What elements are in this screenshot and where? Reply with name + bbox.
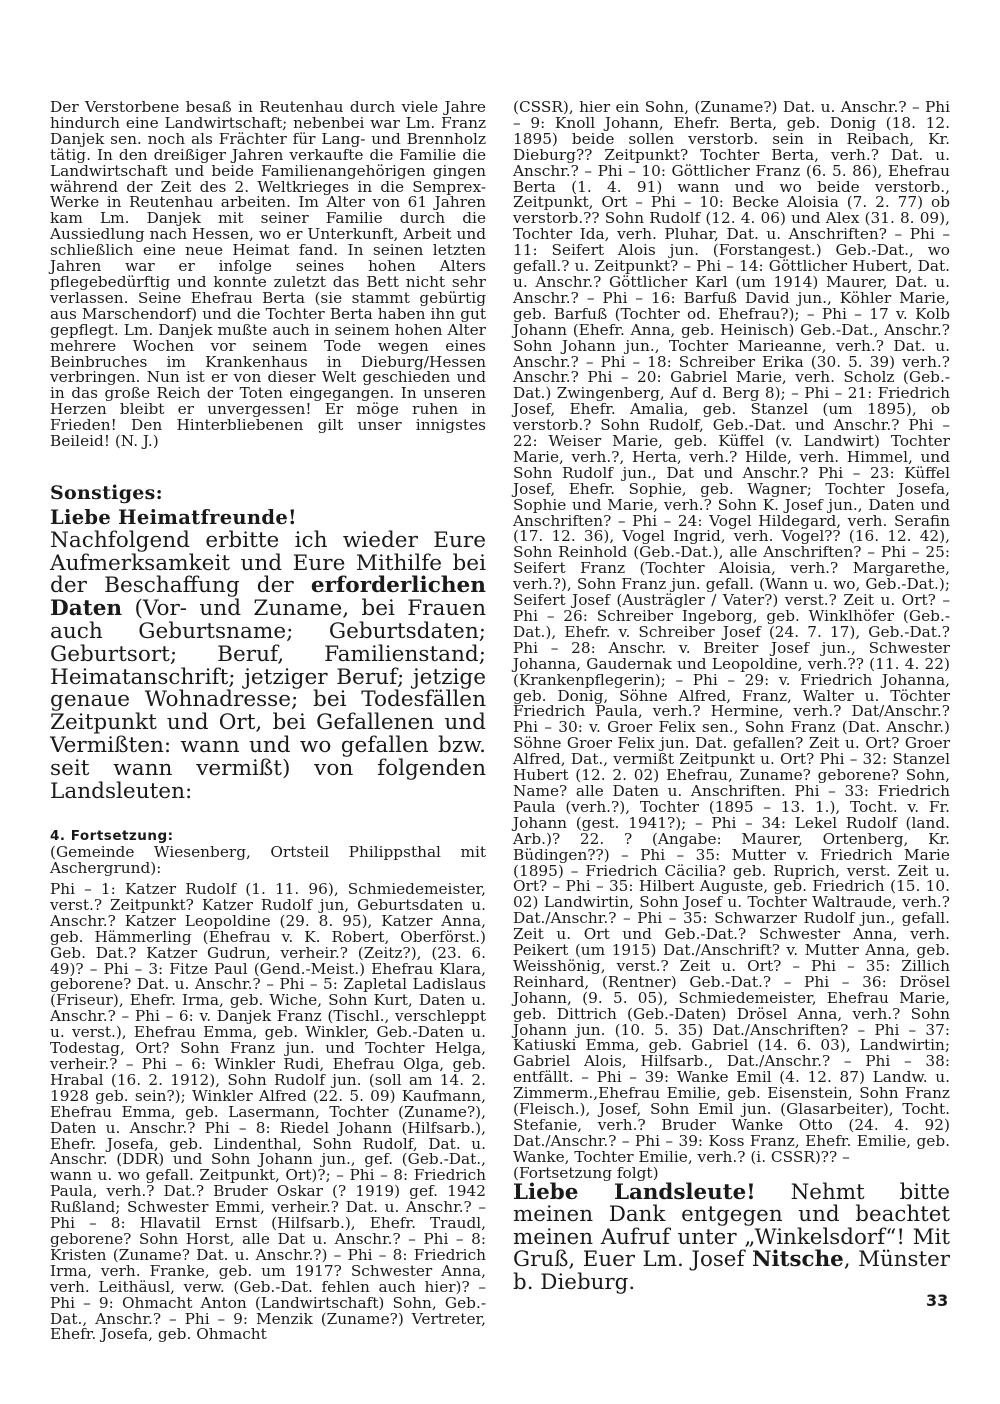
continued-note: (Fortsetzung folgt) [513,1163,659,1182]
obituary-text: Der Verstorbene besaß in Reutenhau durch viele Jahre hindurch eine Landwirtschaft; nebenbei war Lm. Franz Danjek sen. noch als Frächter für Lang- und Brennholz tätig. In den dreißiger Jahren verkaufte die Familie die Landwirtschaft und beide Familienangehörigen gingen während der Zeit des 2. Weltkrieges in die Semprex-Werke in Reutenhau arbeiten. Im Alter von 61 Jahren kam Lm. Danjek mit seiner Familie durch die Aussiedlung nach Hessen, wo er Unterkunft, Arbeit und schließlich eine neue Heimat fand. In seinen letzten Jahren war er infolge seines hohen Alters pflegebedürftig und konnte zuletzt das Bett nicht sehr verlassen. Seine Ehefrau Berta (sie stammt gebürtig aus Marschendorf) und die Tochter Berta haben ihn gut gepflegt. Lm. Danjek mußte auch in seinem hohen Alter mehrere Wochen vor seinem Tode wegen eines Beinbruches im Krankenhaus in Dieburg/Hessen verbringen. Nun ist er von dieser Welt geschieden und in das große Reich der Toten eingegangen. In unseren Herzen bleibt er unvergessen! Er möge ruhen in Frieden! Den Hinterbliebenen gilt unser innigstes Beileid! (N. J.) [50,98,486,451]
closing-paragraph [513,1179,950,1295]
greeting-heading: Liebe Heimatfreunde! [50,505,297,529]
person-list-left: Phi – 1: Katzer Rudolf (1. 11. 96), Schmiedemeister, verst.? Zeitpunkt? Katzer Rudolf jun, Geburtsdaten u. Anschr.? Katzer Leopoldine (29. 8. 95), Katzer Anna, geb. Hämmerling (Ehefrau v. K. Robert, Oberförst.) Geb. Dat.? Katzer Gudrun, verheir.? (Zeitz?), (23. 6. 49)? – Phi – 3: Fitze Paul (Gend.-Meist.) Ehefrau Klara, geborene? Dat. u. Anschr.? – Phi – 5: Zapletal Ladislaus (Friseur), Ehefr. Irma, geb. Wiche, Sohn Kurt, Daten u. Anschr.? – Phi – 6: v. Danjek Franz (Tischl., verschleppt u. verst.), Ehefrau Emma, geb. Winkler, Geb.-Daten u. Todestag, Ort? Sohn Franz jun. und Tochter Helga, verheir.? – Phi – 6: Winkler Rudi, Ehefrau Olga, geb. Hrabal (16. 2. 1912), Sohn Rudolf jun. (soll am 14. 2. 1928 geb. sein?); Winkler Alfred (22. 5. 09) Kaufmann, Ehefrau Emma, geb. Lasermann, Tochter (Zuname?), Daten u. Anschr.? Phi – 8: Riedel Johann (Hilfsarb.), Ehefr. Josefa, geb. Lindenthal, Sohn Rudolf, Dat. u. Anschr. (DDR) und Sohn Johann jun., gef. (Geb.-Dat., wann u. wo gefall. Zeitpunkt, Ort)?; – Phi – 8: Friedrich Paula, verh.? Dat.? Bruder Oskar (? 1919) gef. 1942 Rußland; Schwester Emmi, verheir.? Dat. u. Anschr.? – Phi – 8: Hlavatil Ernst (Hilfsarb.), Ehefr. Traudl, geborene? Sohn Horst, alle Dat u. Anschr.? – Phi – 8: Kristen (Zuname? Dat. u. Anschr.?) – Phi – 8: Friedrich Irma, verh. Franke, geb. um 1917? Schwester Anna, verh. Leithäusl, verw. (Geb.-Dat. fehlen auch hier)? – Phi – 9: Ohmacht Anton (Landwirtschaft) Sohn, Geb.-Dat., Anschr.? – Phi – 9: Menzik (Zuname?) Vertreter, Ehefr. Josefa, geb. Ohmacht [50,880,486,1344]
appeal-paragraph [50,527,486,804]
community-line: (Gemeinde Wiesenberg, Ortsteil Philippsthal mit Aschergrund): [50,843,486,878]
person-list-right: (CSSR), hier ein Sohn, (Zuname?) Dat. u. Anschr.? – Phi – 9: Knoll Johann, Ehefr. Berta, geb. Donig (18. 12. 1895) beide sollen verstorb. sein in Reibach, Kr. Dieburg?? Zeitpunkt? Tochter Berta, verh.? Dat. u. Anschr.? – Phi – 10: Göttlicher Franz (6. 5. 86), Ehefrau Berta (1. 4. 91) wann und wo beide verstorb., Zeitpunkt, Ort – Phi – 10: Becke Aloisia (7. 2. 77) ob verstorb.?? Sohn Rudolf (12. 4. 06) und Alex (31. 8. 09), Tochter Ida, verh. Pluhar, Dat. u. Anschriften? – Phi – 11: Seifert Alois jun. (Forstangest.) Geb.-Dat., wo gefall.? u. Zeitpunkt? – Phi – 14: Göttlicher Hubert, Dat. u. Anschr.? Göttlicher Karl (um 1914) Maurer, Dat. u. Anschr.? – Phi – 16: Barfuß David jun., Köhler Marie, geb. Barfuß (Tochter od. Ehefrau?); – Phi – 17 v. Kolb Johann (Ehefr. Anna, geb. Heinisch) Geb.-Dat., Anschr.? Sohn Johann jun., Tochter Marieanne, verh.? Dat. u. Anschr.? – Phi – 18: Schreiber Erika (30. 5. 39) verh.? Anschr.? Phi – 20: Gabriel Marie, verh. Scholz (Geb.-Dat.) Zwingenberg, Auf d. Berg 8); – Phi – 21: Friedrich Josef, Ehefr. Amalia, geb. Stanzel (um 1895), ob verstorb.? Sohn Rudolf, Geb.-Dat. und Anschr.? Phi – 22: Weiser Marie, geb. Küffel (v. Landwirt) Tochter Marie, verh.?, Herta, verh.? Hilde, verh. Himmel, und Sohn Rudolf jun., Dat und Anschr.? Phi – 23: Küffel Josef, Ehefr. Sophie, geb. Wagner; Tochter Josefa, Sophie und Marie, verh.? Sohn K. Josef jun., Daten und Anschriften? – Phi – 24: Vogel Hildegard, verh. Serafin (17. 12. 36), Vogel Ingrid, verh. Vogel?? (16. 12. 42), Sohn Reinhold (Geb.-Dat.), alle Anschriften? – Phi – 25: Seifert Franz (Tochter Aloisia, verh.? Margarethe, verh.?), Sohn Franz jun. gefall. (Wann u. wo, Geb.-Dat.); Seifert Josef (Austrägler / Vater?) verst.? Zeit u. Ort? – Phi – 26: Schreiber Ingeborg, geb. Winklhöfer (Geb.-Dat.), Ehefr. v. Schreiber Josef (24. 7. 17), Geb.-Dat.? Phi – 28: Anschr. v. Breiter Josef jun., Schwester Johanna, Gaudernak und Leopoldine, verh.?? (11. 4. 22) (Krankenpflegerin); – Phi – 29: v. Friedrich Johanna, geb. Donig, Söhne Alfred, Franz, Walter u. Töchter Friedrich Paula, verh.? Hermine, verh.? Dat/Anschr.? Phi – 30: v. Groer Felix sen., Sohn Franz (Dat. Anschr.) Söhne Groer Felix jun. Dat. gefallen? Zeit u. Ort? Groer Alfred, Dat., vermißt Zeitpunkt u. Ort? Phi – 32: Stanzel Hubert (12. 2. 02) Ehefrau, Zuname? geborene? Sohn, Name? alle Daten u. Anschriften. Phi – 33: Friedrich Paula (verh.?), Tochter (1895 – 13. 1.), Tocht. v. Fr. Johann (gest. 1941?); – Phi – 34: Lekel Rudolf (land. Arb.)? 22. ? (Angabe: Maurer, Ortenberg, Kr. Büdingen??) – Phi – 35: Mutter v. Friedrich Marie (1895) – Friedrich Cäcilia? geb. Ruprich, verst. Zeit u. Ort? – Phi – 35: Hilbert Auguste, geb. Friedrich (15. 10. 02) Landwirtin, Sohn Josef u. Tochter Waltraude, verh.? Dat./Anschr.? – Phi – 35: Schwarzer Rudolf jun., gefall. Zeit u. Ort und Geb.-Dat.? Schwester Anna, verh. Peikert (um 1915) Dat./Anschrift? v. Mutter Anna, geb. Weisshönig, verst.? Zeit u. Ort? – Phi – 35: Zillich Reinhard, (Rentner) Geb.-Dat.? – Phi – 36: Drösel Johann, (9. 5. 05), Schmiedemeister, Ehefrau Marie, geb. Dittrich (Geb.-Daten) Drösel Anna, verh.? Sohn Johann jun. (10. 5. 35) Dat./Anschriften? – Phi – 37: Katiuski Emma, geb. Gabriel (14. 6. 03), Landwirtin; Gabriel Alois, Hilfsarb., Dat./Anschr.? – Phi – 38: entfällt. – Phi – 39: Wanke Emil (4. 12. 87) Landw. u. Zimmerm.,Ehefrau Emilie, geb. Eisenstein, Sohn Franz (Fleisch.), Josef, Sohn Emil jun. (Glasarbeiter), Tocht. Stefanie, verh.? Bruder Wanke Otto (24. 4. 92) Dat./Anschr.? – Phi – 39: Koss Franz, Ehefr. Emilie, geb. Wanke, Tochter Emilie, verh.? (i. CSSR)?? – [513,98,950,1166]
appeal-start: Nachfolgend erbitte ich wieder Eure Aufmerksamkeit und Eure Mithilfe bei der Beschaffung der [50,527,486,599]
author-place: , Münster b. Dieburg. [513,1247,950,1295]
left-column [50,100,486,1343]
page-number: 33 [926,1291,949,1310]
appeal-end: (Vor- und Zuname, bei Frauen auch Geburtsname; Geburtsdaten; Geburtsort; Beruf, Familienstand; Heimatanschrift; jetziger Beruf; jetzige genaue Wohnadresse; bei Todesfällen Zeitpunkt und Ort, bei Gefallenen und Vermißten: wann und wo gefallen bzw. seit wann vermißt) von folgenden Landsleuten: [50,596,486,804]
closing-greeting: Liebe Landsleute! [513,1179,756,1205]
appeal-emphasis: erforderlichen Daten [50,573,486,622]
closing-text: Nehmt bitte meinen Dank entgegen und beachtet meinen Aufruf unter „Winkelsdorf“! Mit Gruß, Euer Lm. Josef [513,1179,950,1273]
right-column [513,100,950,1295]
author-name: Nitsche [751,1247,844,1273]
section-title: Sonstiges: [50,481,163,504]
continuation-subheading: 4. Fortsetzung: [50,828,174,845]
